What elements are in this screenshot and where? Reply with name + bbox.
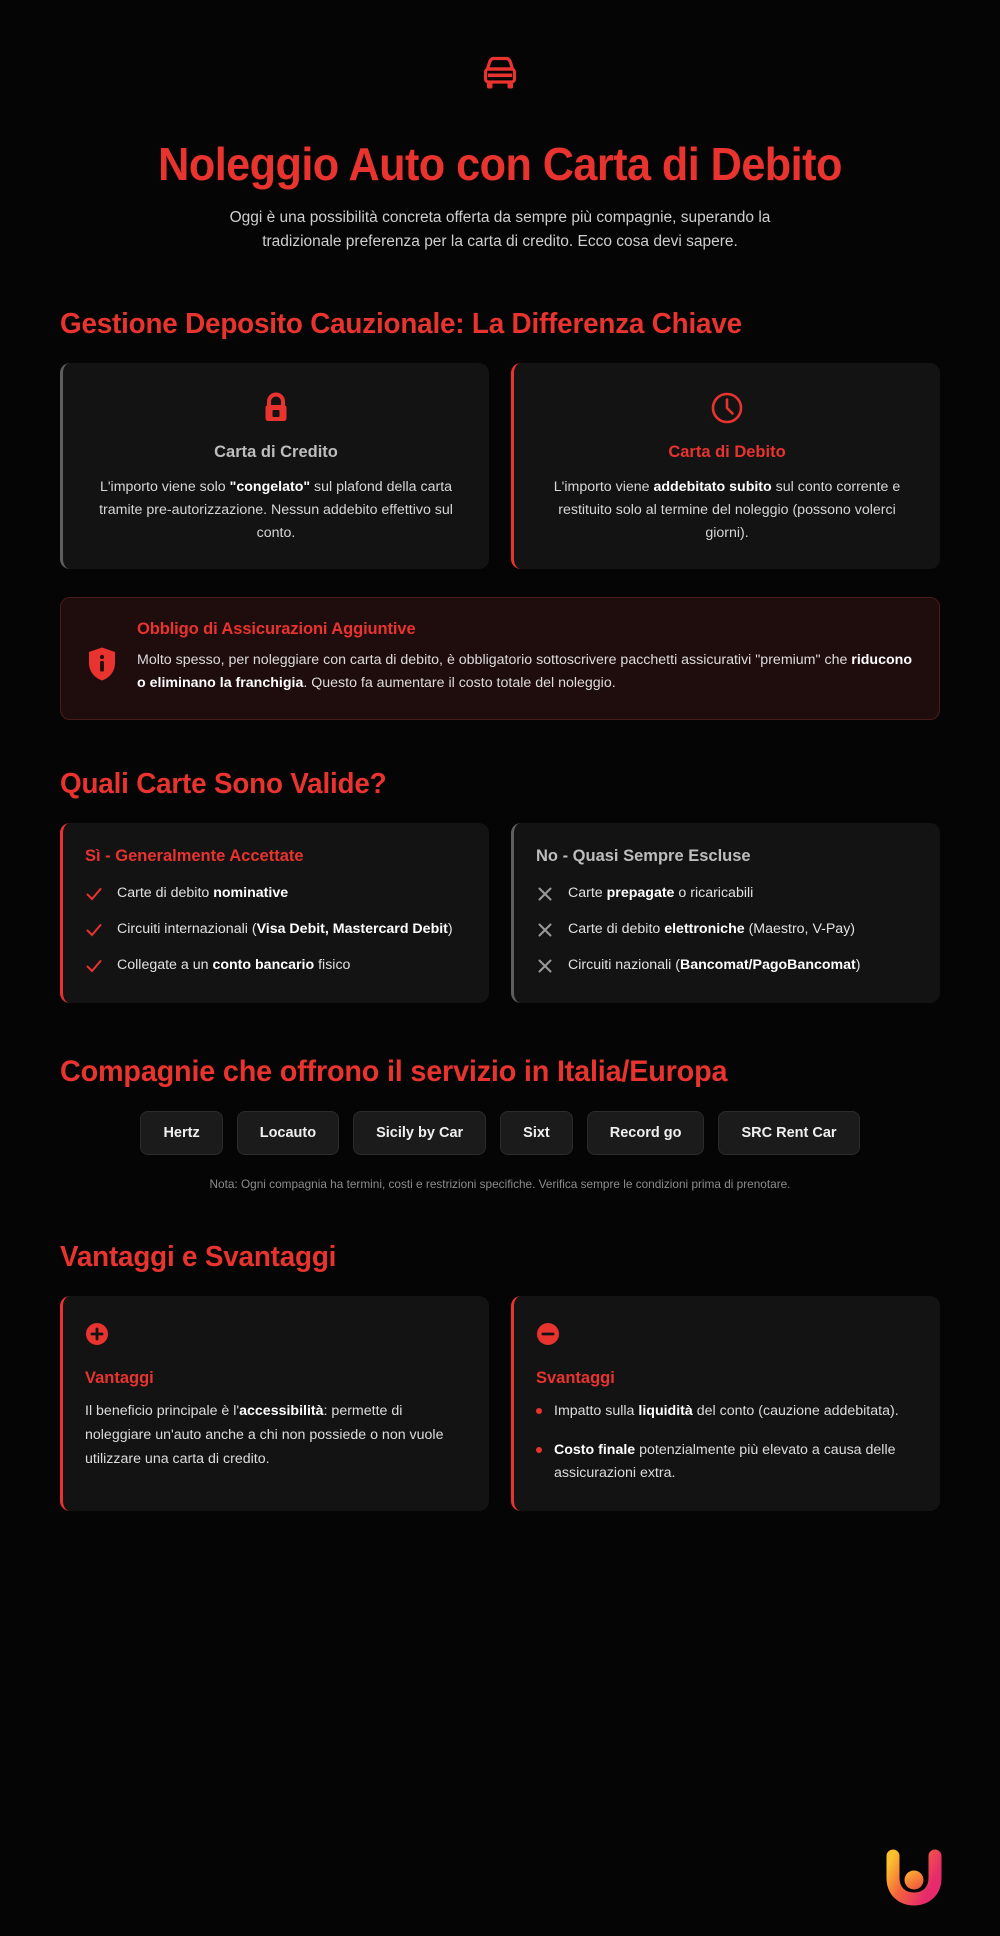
deposit-section: [60, 308, 940, 720]
pros-title: Vantaggi: [85, 1369, 154, 1388]
valid-cards-section: [60, 768, 940, 1003]
check-icon: [85, 921, 103, 939]
x-icon: [536, 921, 554, 939]
valid-cards-heading: Quali Carte Sono Valide?: [60, 768, 387, 801]
company-pill[interactable]: SRC Rent Car: [718, 1111, 859, 1155]
cons-card: [511, 1296, 940, 1511]
list-item: [85, 918, 467, 941]
list-item: [536, 1439, 916, 1485]
proscons-grid: [60, 1296, 940, 1511]
clock-icon: [536, 389, 918, 427]
valid-cards-grid: [60, 823, 940, 1003]
cons-list: [536, 1400, 916, 1485]
u-brand-logo: [880, 1842, 952, 1914]
credit-card-body: L'importo viene solo "congelato" sul plafond della carta tramite pre-autorizzazione. Nessun addebito effettivo sul conto.: [99, 479, 453, 542]
excluded-cards-card: [511, 823, 940, 1003]
check-icon: [85, 957, 103, 975]
company-pill-list: [60, 1111, 940, 1155]
shield-info-icon: [87, 620, 117, 687]
list-item-label: Impatto sulla liquidità del conto (cauzione addebitata).: [554, 1403, 899, 1420]
list-item-label: Circuiti internazionali (Visa Debit, Mastercard Debit): [117, 921, 453, 938]
accepted-cards-list: [85, 882, 467, 977]
company-pill[interactable]: Sixt: [500, 1111, 573, 1155]
hero-section: [60, 0, 940, 254]
credit-card-card: [60, 363, 489, 569]
companies-note: Nota: Ogni compagnia ha termini, costi e restrizioni specifiche. Verifica sempre le condizioni prima di prenotare.: [209, 1177, 791, 1192]
list-item: [85, 954, 467, 977]
x-icon: [536, 957, 554, 975]
list-item-label: Collegate a un conto bancario fisico: [117, 957, 351, 974]
list-item: [85, 882, 467, 905]
debit-card-card: [511, 363, 940, 569]
accepted-cards-title: Sì - Generalmente Accettate: [85, 847, 304, 866]
list-item: [536, 954, 918, 977]
company-pill[interactable]: Locauto: [237, 1111, 339, 1155]
list-item-label: Carte di debito elettroniche (Maestro, V-Pay): [568, 921, 856, 938]
list-item-label: Carte di debito nominative: [117, 885, 289, 902]
car-icon: [60, 48, 940, 102]
excluded-cards-list: [536, 882, 918, 977]
insurance-alert-text: [137, 620, 913, 695]
deposit-heading: Gestione Deposito Cauzionale: La Differenza Chiave: [60, 308, 742, 341]
list-item-label: Carte prepagate o ricaricabili: [568, 885, 754, 902]
companies-heading: Compagnie che offrono il servizio in Italia/Europa: [60, 1055, 728, 1089]
company-pill[interactable]: Record go: [587, 1111, 705, 1155]
insurance-alert-title: Obbligo di Assicurazioni Aggiuntive: [137, 620, 416, 639]
pros-card: [60, 1296, 489, 1511]
credit-card-title: Carta di Credito: [214, 443, 338, 462]
company-pill[interactable]: Sicily by Car: [353, 1111, 486, 1155]
list-item: [536, 1400, 916, 1423]
list-item: [536, 918, 918, 941]
debit-card-title: Carta di Debito: [668, 443, 786, 462]
cons-title: Svantaggi: [536, 1369, 615, 1388]
lock-icon: [85, 389, 467, 427]
plus-circle-icon: [85, 1322, 465, 1351]
proscons-heading: Vantaggi e Svantaggi: [60, 1241, 337, 1274]
excluded-cards-title: No - Quasi Sempre Escluse: [536, 847, 751, 866]
proscons-section: [60, 1241, 940, 1511]
company-pill[interactable]: Hertz: [140, 1111, 222, 1155]
debit-card-body: L'importo viene addebitato subito sul conto corrente e restituito solo al termine del noleggio (possono volerci giorni).: [553, 479, 901, 542]
x-icon: [536, 885, 554, 903]
list-item: [536, 882, 918, 905]
accepted-cards-card: [60, 823, 489, 1003]
list-item-label: Circuiti nazionali (Bancomat/PagoBancomat): [568, 957, 861, 974]
minus-circle-icon: [536, 1322, 916, 1351]
insurance-alert: [60, 597, 940, 720]
insurance-alert-body: Molto spesso, per noleggiare con carta di debito, è obbligatorio sottoscrivere pacchetti assicurativi "premium" che riducono o eliminano la franchigia. Questo fa aumentare il costo totale del noleggio.: [137, 652, 912, 692]
companies-section: [60, 1055, 940, 1191]
deposit-card-grid: [60, 363, 940, 569]
hero-subtitle: Oggi è una possibilità concreta offerta da sempre più compagnie, superando la tradizionale preferenza per la carta di credito. Ecco cosa devi sapere.: [229, 209, 771, 251]
pros-body: Il beneficio principale è l'accessibilità: permette di noleggiare un'auto anche a chi non possiede o non vuole utilizzare una carta di credito.: [85, 1403, 444, 1468]
check-icon: [85, 885, 103, 903]
list-item-label: Costo finale potenzialmente più elevato a causa delle assicurazioni extra.: [554, 1442, 896, 1482]
page-title: Noleggio Auto con Carta di Debito: [158, 138, 842, 190]
